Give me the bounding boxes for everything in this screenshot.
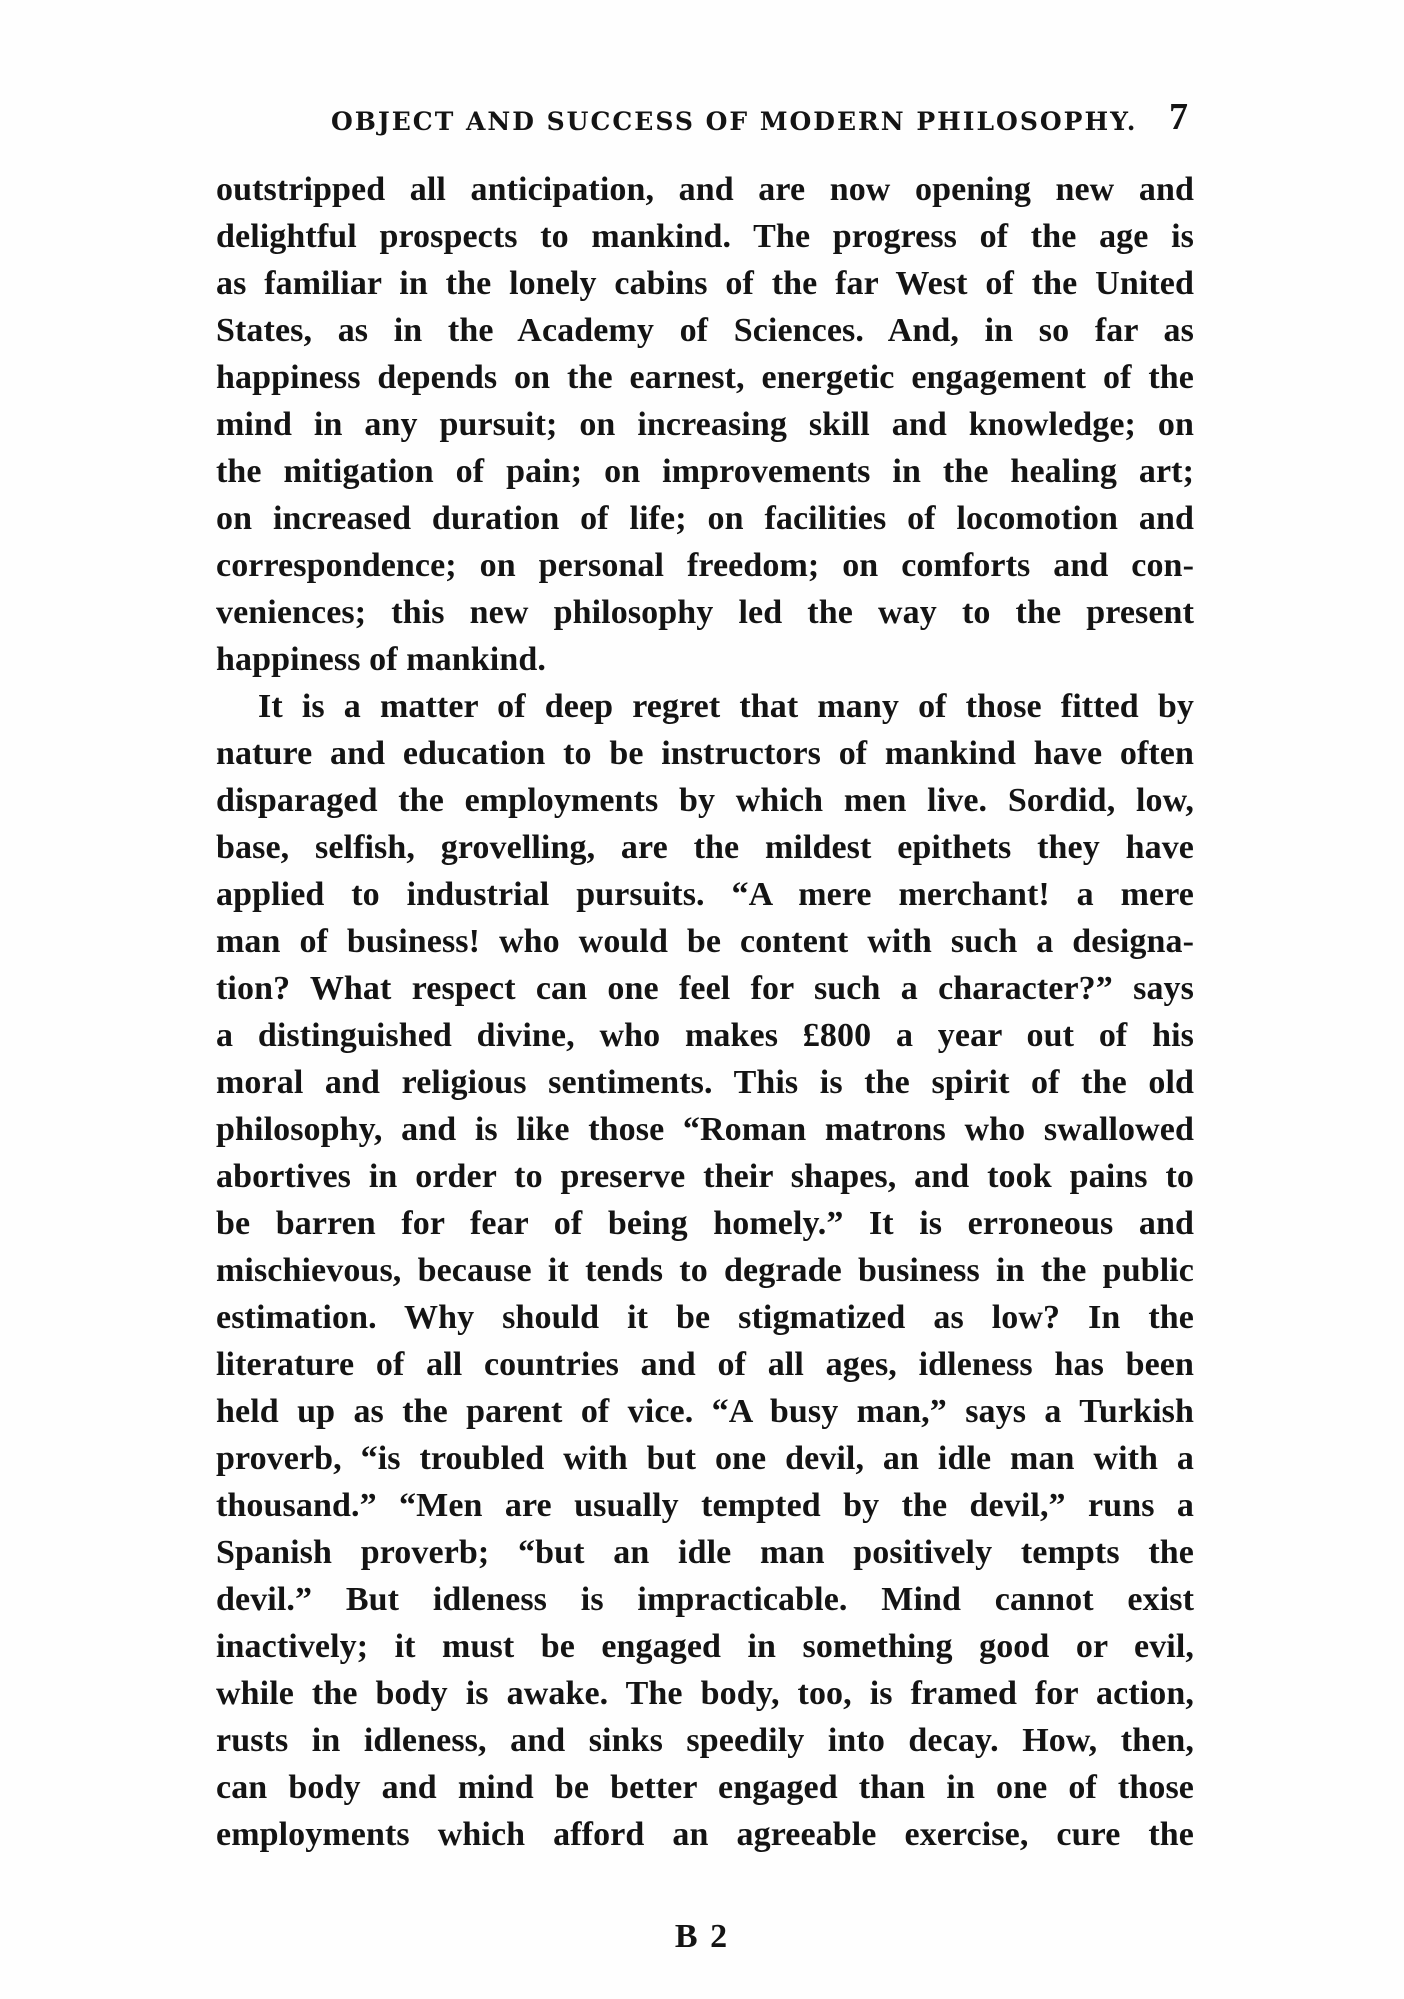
text-line: delightful prospects to mankind. The progress of the age is (216, 218, 1194, 255)
text-line: man of business! who would be content with such a designa- (216, 923, 1194, 960)
text-line: can body and mind be better engaged than in one of those (216, 1769, 1194, 1806)
text-line: base, selfish, grovelling, are the mildest epithets they have (216, 829, 1194, 866)
text-line: correspondence; on personal freedom; on comforts and con- (216, 547, 1194, 584)
text-line: disparaged the employments by which men live. Sordid, low, (216, 782, 1194, 819)
text-line: thousand.” “Men are usually tempted by the devil,” runs a (216, 1487, 1194, 1524)
running-header (215, 98, 1200, 148)
body-text (216, 166, 1194, 1858)
text-line: held up as the parent of vice. “A busy man,” says a Turkish (216, 1393, 1194, 1430)
text-line: as familiar in the lonely cabins of the far West of the United (216, 265, 1194, 302)
text-line: be barren for fear of being homely.” It is erroneous and (216, 1205, 1194, 1242)
text-line: applied to industrial pursuits. “A mere merchant! a mere (216, 876, 1194, 913)
text-line: the mitigation of pain; on improvements in the healing art; (216, 453, 1194, 490)
text-line: outstripped all anticipation, and are now opening new and (216, 171, 1194, 208)
text-line: mischievous, because it tends to degrade business in the public (216, 1252, 1194, 1289)
text-line: inactively; it must be engaged in something good or evil, (216, 1628, 1194, 1665)
text-line: a distinguished divine, who makes £800 a year out of his (216, 1017, 1194, 1054)
text-line: employments which afford an agreeable exercise, cure the (216, 1816, 1194, 1853)
text-line: philosophy, and is like those “Roman matrons who swallowed (216, 1111, 1194, 1148)
running-title: OBJECT AND SUCCESS OF MODERN PHILOSOPHY. (331, 107, 1138, 136)
text-line: happiness of mankind. (216, 641, 546, 678)
text-line: It is a matter of deep regret that many of those fitted by (258, 688, 1194, 725)
paragraph-1 (216, 166, 1194, 683)
text-line: on increased duration of life; on facilities of locomotion and (216, 500, 1194, 537)
text-line: abortives in order to preserve their shapes, and took pains to (216, 1158, 1194, 1195)
text-line: happiness depends on the earnest, energetic engagement of the (216, 359, 1194, 396)
text-line: mind in any pursuit; on increasing skill and knowledge; on (216, 406, 1194, 443)
page-number: 7 (1169, 96, 1188, 138)
text-line: proverb, “is troubled with but one devil, an idle man with a (216, 1440, 1194, 1477)
text-line: Spanish proverb; “but an idle man positively tempts the (216, 1534, 1194, 1571)
text-line: veniences; this new philosophy led the way to the present (216, 594, 1194, 631)
text-line: moral and religious sentiments. This is the spirit of the old (216, 1064, 1194, 1101)
text-line: devil.” But idleness is impracticable. Mind cannot exist (216, 1581, 1194, 1618)
text-line: literature of all countries and of all ages, idleness has been (216, 1346, 1194, 1383)
signature-mark: B 2 (674, 1918, 730, 1955)
text-line: States, as in the Academy of Sciences. And, in so far as (216, 312, 1194, 349)
text-line: nature and education to be instructors of mankind have often (216, 735, 1194, 772)
text-line: tion? What respect can one feel for such a character?” says (216, 970, 1194, 1007)
paragraph-2 (216, 683, 1194, 1858)
text-line: while the body is awake. The body, too, is framed for action, (216, 1675, 1194, 1712)
text-line: estimation. Why should it be stigmatized as low? In the (216, 1299, 1194, 1336)
text-line: rusts in idleness, and sinks speedily into decay. How, then, (216, 1722, 1194, 1759)
